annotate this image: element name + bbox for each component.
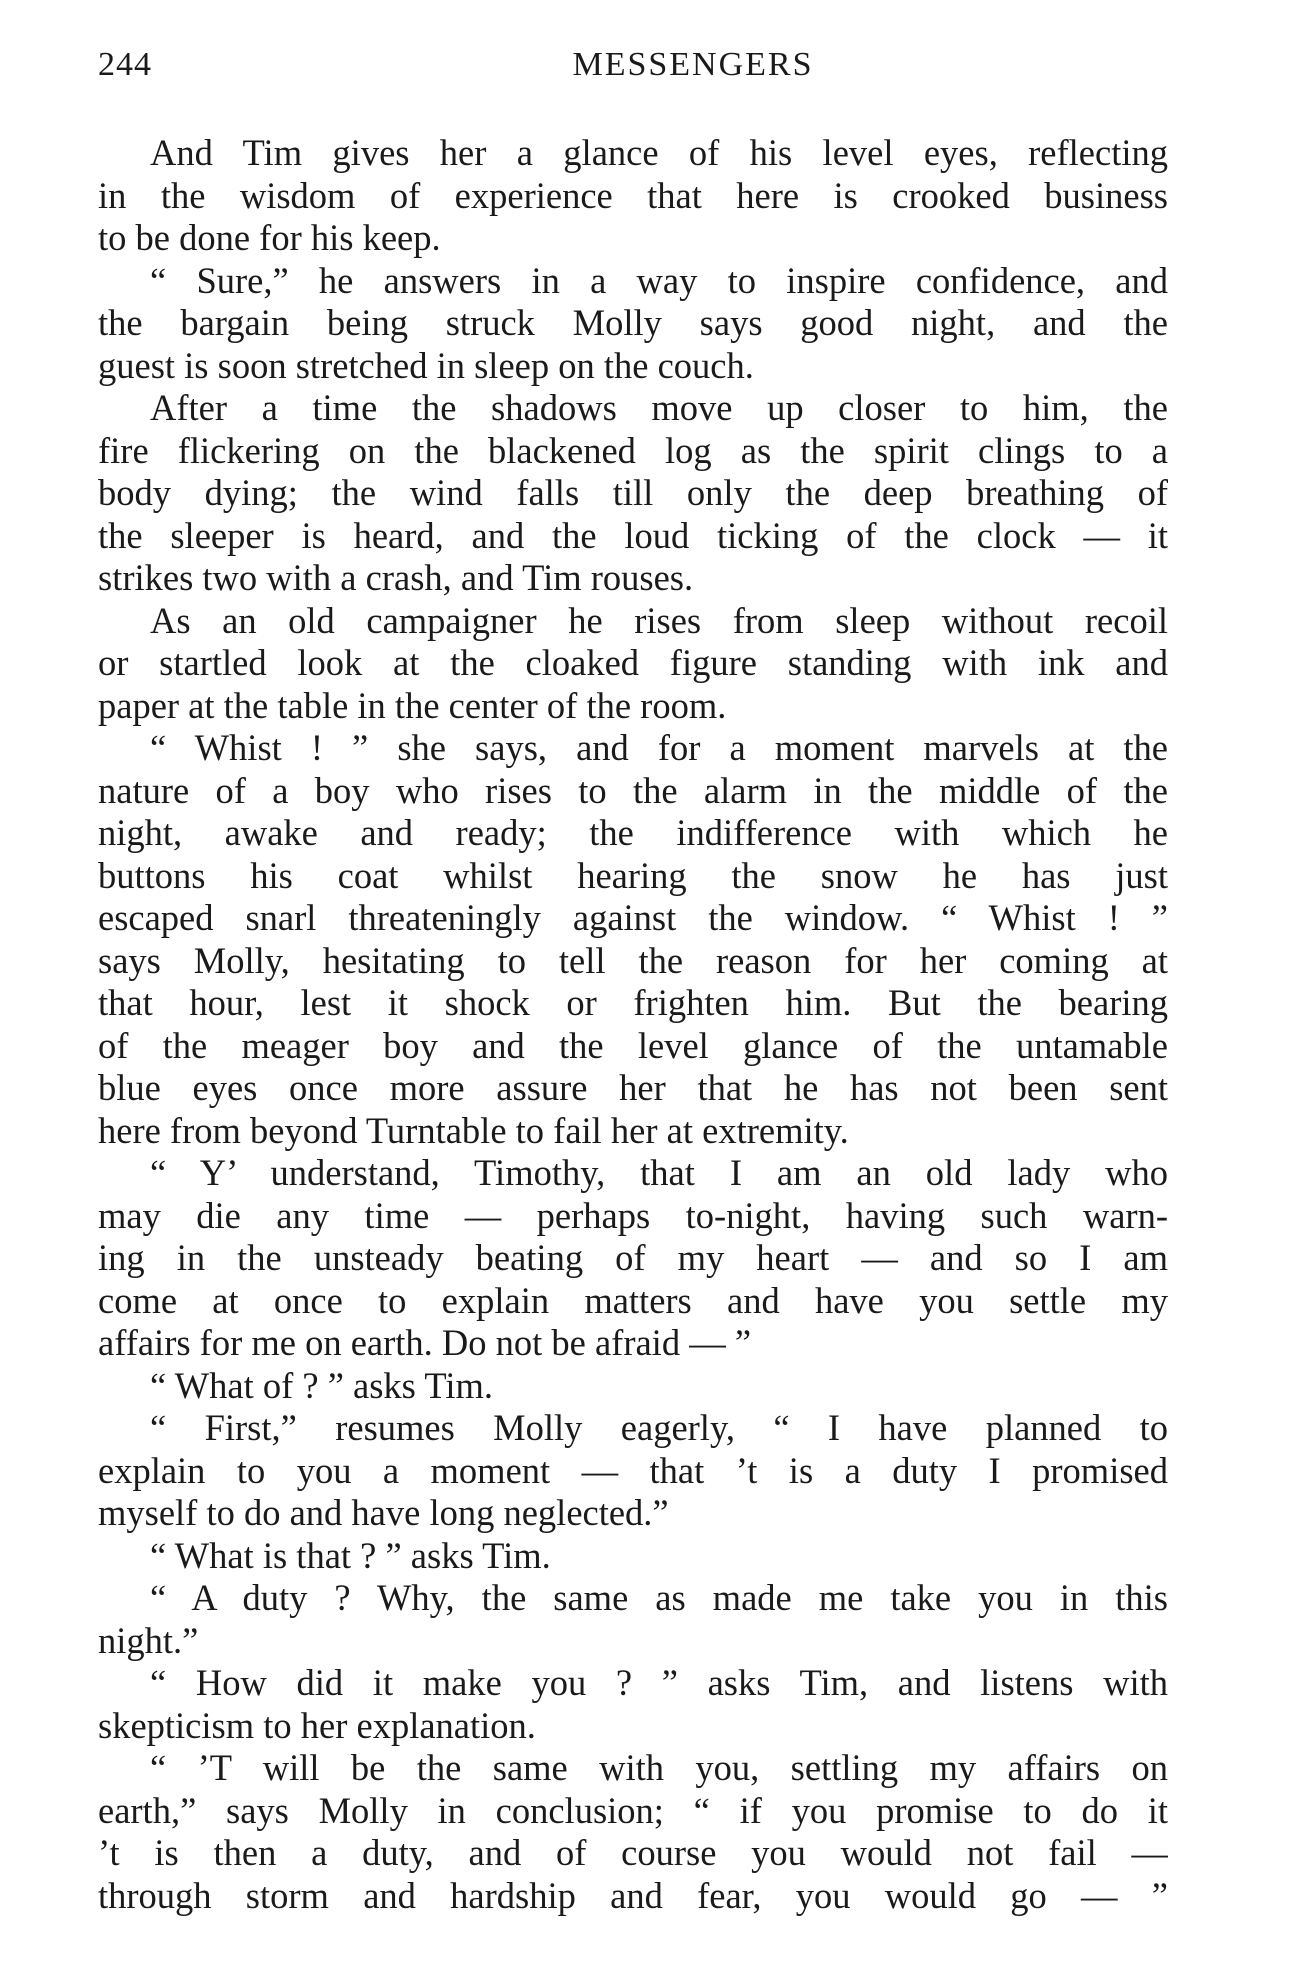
text-line: strikes two with a crash, and Tim rouses. (98, 557, 694, 598)
text-line: body dying; the wind falls till only the deep breathing of (98, 472, 1168, 513)
text-line: or startled look at the cloaked figure standing with ink and (98, 642, 1168, 683)
text-line: “ A duty ? Why, the same as made me take you in this (150, 1577, 1168, 1618)
text-line: “ First,” resumes Molly eagerly, “ I have planned to (150, 1407, 1168, 1448)
running-title: MESSENGERS (572, 46, 814, 83)
text-line: myself to do and have long neglected.” (98, 1492, 669, 1533)
text-line: As an old campaigner he rises from sleep without recoil (150, 599, 1168, 641)
text-line: paper at the table in the center of the room. (98, 684, 727, 726)
text-line: “ What of ? ” asks Tim. (150, 1364, 494, 1406)
text-line: to be done for his keep. (98, 217, 441, 258)
text-line: the sleeper is heard, and the loud ticking of the clock — it (98, 514, 1168, 556)
text-line: the bargain being struck Molly says good night, and the (98, 302, 1168, 343)
text-line: “ ’T will be the same with you, settling my affairs on (150, 1747, 1168, 1788)
text-line: that hour, lest it shock or frighten him. But the bearing (98, 982, 1168, 1023)
running-head (98, 46, 1168, 96)
text-line: blue eyes once more assure her that he has not been sent (98, 1067, 1168, 1108)
text-line: may die any time — perhaps to-night, having such warn- (98, 1194, 1168, 1236)
text-line: And Tim gives her a glance of his level eyes, reflecting (150, 132, 1168, 173)
text-line: through storm and hardship and fear, you would go — ” (98, 1874, 1168, 1916)
text-line: buttons his coat whilst hearing the snow he has just (98, 854, 1168, 896)
text-line: of the meager boy and the level glance of the untamable (98, 1024, 1168, 1066)
text-line: here from beyond Turntable to fail her at extremity. (98, 1109, 849, 1151)
text-line: guest is soon stretched in sleep on the couch. (98, 344, 754, 386)
text-line: earth,” says Molly in conclusion; “ if you promise to do it (98, 1789, 1168, 1831)
text-line: in the wisdom of experience that here is crooked business (98, 174, 1168, 216)
text-line: ’t is then a duty, and of course you would not fail — (98, 1832, 1168, 1873)
text-line: explain to you a moment — that ’t is a duty I promised (98, 1449, 1168, 1491)
text-line: come at once to explain matters and have you settle my (98, 1279, 1168, 1321)
text-line: “ Sure,” he answers in a way to inspire confidence, and (150, 259, 1168, 301)
text-line: affairs for me on earth. Do not be afraid — ” (98, 1322, 752, 1363)
text-line: “ How did it make you ? ” asks Tim, and listens with (150, 1662, 1168, 1703)
text-line: night, awake and ready; the indifference with which he (98, 812, 1168, 853)
text-line: escaped snarl threateningly against the window. “ Whist ! ” (98, 897, 1168, 938)
page-number: 244 (98, 46, 152, 83)
text-line: skepticism to her explanation. (98, 1704, 536, 1746)
text-line: fire flickering on the blackened log as the spirit clings to a (98, 429, 1168, 471)
text-line: “ Whist ! ” she says, and for a moment marvels at the (150, 727, 1168, 768)
text-line: says Molly, hesitating to tell the reason for her coming at (98, 939, 1168, 981)
text-line: After a time the shadows move up closer to him, the (150, 387, 1168, 428)
text-line: “ Y’ understand, Timothy, that I am an old lady who (150, 1152, 1168, 1193)
text-line: ing in the unsteady beating of my heart — and so I am (98, 1237, 1168, 1278)
text-line: nature of a boy who rises to the alarm in the middle of the (98, 769, 1168, 811)
text-line: “ What is that ? ” asks Tim. (150, 1534, 551, 1576)
text-line: night.” (98, 1619, 199, 1661)
body-text (98, 132, 1168, 1917)
